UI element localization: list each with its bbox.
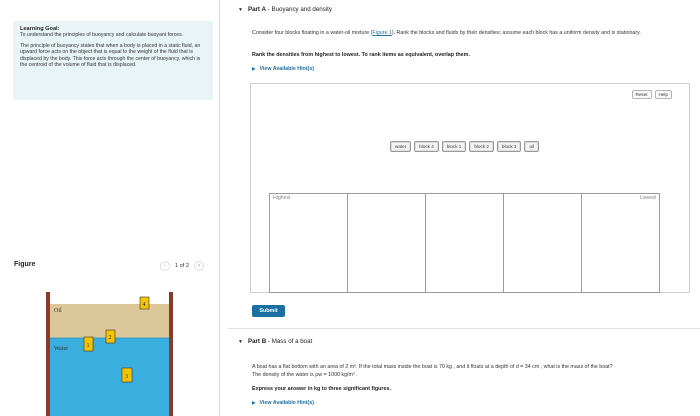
part-b-header[interactable]: ▼ Part B - Mass of a boat [238, 338, 313, 345]
oil-label: Oil [54, 308, 62, 314]
expand-triangle-icon: ▶ [252, 400, 256, 405]
learning-goal-box [13, 21, 213, 100]
collapse-caret-icon[interactable]: ▼ [238, 6, 243, 13]
part-b-label: Part B [247, 338, 267, 345]
chip-water[interactable]: water [390, 141, 411, 152]
reset-button[interactable]: Reset [632, 90, 652, 99]
part-divider [228, 328, 700, 329]
chip-block-1[interactable]: block 1 [442, 141, 467, 152]
tank-figure [46, 292, 173, 416]
part-a-title: Buoyancy and density [271, 6, 332, 13]
rank-bin-5[interactable] [581, 193, 660, 293]
block-3-label: 3 [125, 374, 128, 380]
part-a-question: Consider four blocks floating in a water-oil mixture (Figure 1). Rank the blocks and fluids by their densities; assume each block has a uniform density and is stationary. [252, 30, 641, 36]
part-a-label: Part A [247, 6, 266, 13]
ranking-bins [269, 193, 659, 293]
left-panel [0, 0, 220, 416]
part-b-title: Mass of a boat [271, 338, 313, 345]
board-tools [632, 90, 672, 99]
collapse-caret-icon[interactable]: ▼ [238, 338, 243, 345]
learning-goal-text: To understand the principles of buoyancy and calculate buoyant forces. [20, 32, 184, 39]
rank-bin-3[interactable] [425, 193, 504, 293]
tank-left-wall [46, 292, 50, 416]
rank-bin-4[interactable] [503, 193, 582, 293]
ranking-board [250, 83, 690, 293]
buoyancy-principle-text: The principle of buoyancy states that when a body is placed in a static fluid, an upward force acts on the object that is equal to the weight of the fluid that is displaced by the body. This force acts through the center of buoyancy, which is the centroid of the volume of fluid that is displaced. [20, 42, 201, 69]
highest-label: Highest [273, 195, 291, 201]
part-b-question: A boat has a flat bottom with an area of 2 m². If the total mass inside the boat is 70 kg , and it floats at a depth of d = 34 cm , what is the mass of the boat? [252, 364, 613, 370]
block-1-label: 1 [86, 343, 90, 349]
chip-block-2[interactable]: block 2 [469, 141, 494, 152]
rank-bin-1[interactable] [269, 193, 348, 293]
block-4-label: 4 [142, 302, 146, 308]
part-b-hints-link[interactable]: ▶ View Available Hint(s) [252, 400, 315, 406]
ranking-chips [390, 141, 539, 152]
part-a-header[interactable]: ▼ Part A - Buoyancy and density [238, 6, 332, 13]
chip-block-4[interactable]: block 4 [414, 141, 439, 152]
water-label: Water [54, 346, 69, 352]
water-density-text: The density of the water is ρw = 1000 kg/m³ . [252, 372, 358, 378]
tank-illustration [46, 292, 173, 416]
tank-right-wall [169, 292, 173, 416]
figure-title: Figure [14, 261, 36, 268]
rank-bin-2[interactable] [347, 193, 426, 293]
submit-button[interactable]: Submit [252, 305, 285, 317]
chip-block-3[interactable]: block 3 [497, 141, 522, 152]
part-a-hints-link[interactable]: ▶ View Available Hint(s) [252, 66, 315, 72]
figure-pager [160, 261, 204, 271]
help-button[interactable]: Help [655, 90, 672, 99]
lowest-label: Lowest [639, 195, 656, 201]
prev-figure-button[interactable]: ‹ [160, 261, 170, 271]
expand-triangle-icon: ▶ [252, 66, 256, 71]
chip-oil[interactable]: oil [524, 141, 539, 152]
block-2-label: 2 [108, 335, 112, 341]
learning-goal-heading: Learning Goal: [20, 26, 60, 32]
figure-page-count: 1 of 2 [175, 263, 189, 269]
part-a-instruction: Rank the densities from highest to lowest. To rank items as equivalent, overlap them. [252, 52, 470, 58]
part-b-instruction: Express your answer in kg to three significant figures. [252, 386, 391, 392]
figure-1-link[interactable]: Figure 1 [372, 30, 392, 36]
next-figure-button[interactable]: › [194, 261, 204, 271]
